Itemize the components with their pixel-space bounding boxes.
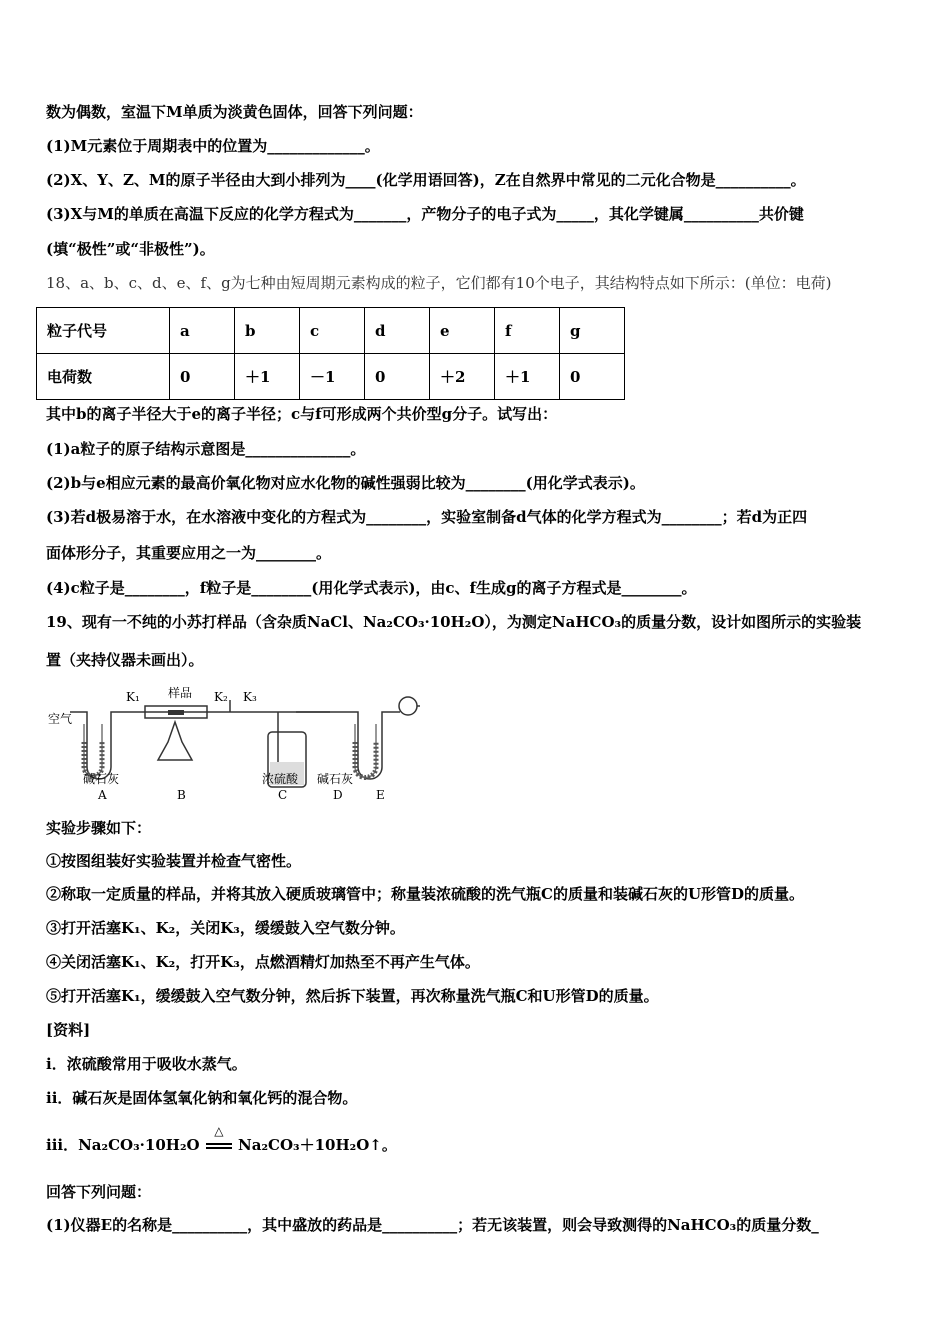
step-1: ①按图组装好实验装置并检查气密性。 — [46, 852, 302, 870]
table-cell: 电荷数 — [37, 354, 170, 400]
table-cell: 0 — [170, 354, 235, 400]
equation-left: iii．Na₂CO₃·10H₂O — [46, 1136, 200, 1154]
equation-sign — [205, 1124, 233, 1155]
q18-note: 其中b的离子半径大于e的离子半径；c与f可形成两个共价型g分子。试写出： — [46, 405, 558, 423]
q18-part2: (2)b与e相应元素的最高价氧化物对应水化物的碱性强弱比较为________(用化学式表示)。 — [46, 474, 645, 492]
q17-part3: (3)X与M的单质在高温下反应的化学方程式为_______，产物分子的电子式为_____，其化学键属__________共价键 — [46, 205, 804, 223]
table-cell: ＋2 — [430, 354, 495, 400]
table-row-header — [37, 308, 625, 354]
table-cell: f — [495, 308, 560, 354]
q18-part4: (4)c粒子是________，f粒子是________(用化学式表示)，由c、f生成g的离子方程式是________。 — [46, 579, 697, 597]
k1-label: K₁ — [126, 690, 140, 704]
q18-stem: 18、a、b、c、d、e、f、g为七种由短周期元素构成的粒子，它们都有10个电子，其结构特点如下所示：(单位：电荷) — [46, 274, 832, 292]
steps-title: 实验步骤如下： — [46, 819, 152, 837]
table-cell: ＋1 — [235, 354, 300, 400]
table-cell: a — [170, 308, 235, 354]
q18-part3-cont: 面体形分子，其重要应用之一为________。 — [46, 544, 332, 562]
q17-part1: (1)M元素位于周期表中的位置为_____________。 — [46, 137, 380, 155]
q18-part1: (1)a粒子的原子结构示意图是______________。 — [46, 440, 366, 458]
label-a: A — [98, 788, 107, 802]
equation-right: Na₂CO₃＋10H₂O↑。 — [238, 1136, 397, 1154]
step-2: ②称取一定质量的样品，并将其放入硬质玻璃管中；称量装浓硫酸的洗气瓶C的质量和装碱石灰的U形管D的质量。 — [46, 885, 805, 903]
table-row-charge — [37, 354, 625, 400]
sample-label: 样品 — [168, 686, 193, 700]
q19-stem-cont: 置（夹持仪器未画出）。 — [46, 651, 204, 669]
table-cell: 0 — [365, 354, 430, 400]
particle-table — [36, 307, 625, 400]
table-cell: －1 — [300, 354, 365, 400]
info-1: i．浓硫酸常用于吸收水蒸气。 — [46, 1055, 247, 1073]
soda-lime-d-label: 碱石灰 — [317, 772, 354, 786]
q17-part2: (2)X、Y、Z、M的原子半径由大到小排列为____(化学用语回答)，Z在自然界中常见的二元化合物是__________。 — [46, 171, 806, 189]
table-cell: 粒子代号 — [37, 308, 170, 354]
label-d: D — [333, 788, 343, 802]
answer-title: 回答下列问题： — [46, 1183, 152, 1201]
apparatus-figure — [40, 682, 420, 804]
info-2: ii．碱石灰是固体氢氧化钠和氧化钙的混合物。 — [46, 1089, 358, 1107]
table-cell: e — [430, 308, 495, 354]
k3-label: K₃ — [243, 690, 257, 704]
q18-part3: (3)若d极易溶于水，在水溶液中变化的方程式为________，实验室制备d气体的化学方程式为________；若d为正四 — [46, 508, 808, 526]
table-cell: ＋1 — [495, 354, 560, 400]
step-4: ④关闭活塞K₁、K₂，打开K₃，点燃酒精灯加热至不再产生气体。 — [46, 953, 480, 971]
table-cell: 0 — [560, 354, 625, 400]
table-cell: c — [300, 308, 365, 354]
step-5: ⑤打开活塞K₁，缓缓鼓入空气数分钟，然后拆下装置，再次称量洗气瓶C和U形管D的质量。 — [46, 987, 659, 1005]
air-label: 空气 — [48, 712, 73, 726]
sulfuric-acid-label: 浓硫酸 — [262, 772, 299, 786]
heat-symbol: △ — [214, 1124, 224, 1138]
info-3-equation — [46, 1124, 397, 1155]
q17-part3-cont: (填“极性”或“非极性”)。 — [46, 240, 215, 258]
soda-lime-a-label: 碱石灰 — [83, 772, 120, 786]
label-c: C — [278, 788, 288, 802]
info-title: [资料] — [46, 1021, 91, 1039]
table-cell: d — [365, 308, 430, 354]
table-cell: b — [235, 308, 300, 354]
q19-part1: (1)仪器E的名称是__________，其中盛放的药品是__________；若无该装置，则会导致测得的NaHCO₃的质量分数_ — [46, 1216, 819, 1234]
q17-intro: 数为偶数，室温下M单质为淡黄色固体，回答下列问题： — [46, 103, 423, 121]
table-cell: g — [560, 308, 625, 354]
q19-stem: 19、现有一不纯的小苏打样品（含杂质NaCl、Na₂CO₃·10H₂O），为测定NaHCO₃的质量分数，设计如图所示的实验装 — [46, 613, 862, 631]
k2-label: K₂ — [214, 690, 228, 704]
label-e: E — [376, 788, 385, 802]
label-b: B — [177, 788, 186, 802]
step-3: ③打开活塞K₁、K₂，关闭K₃，缓缓鼓入空气数分钟。 — [46, 919, 405, 937]
